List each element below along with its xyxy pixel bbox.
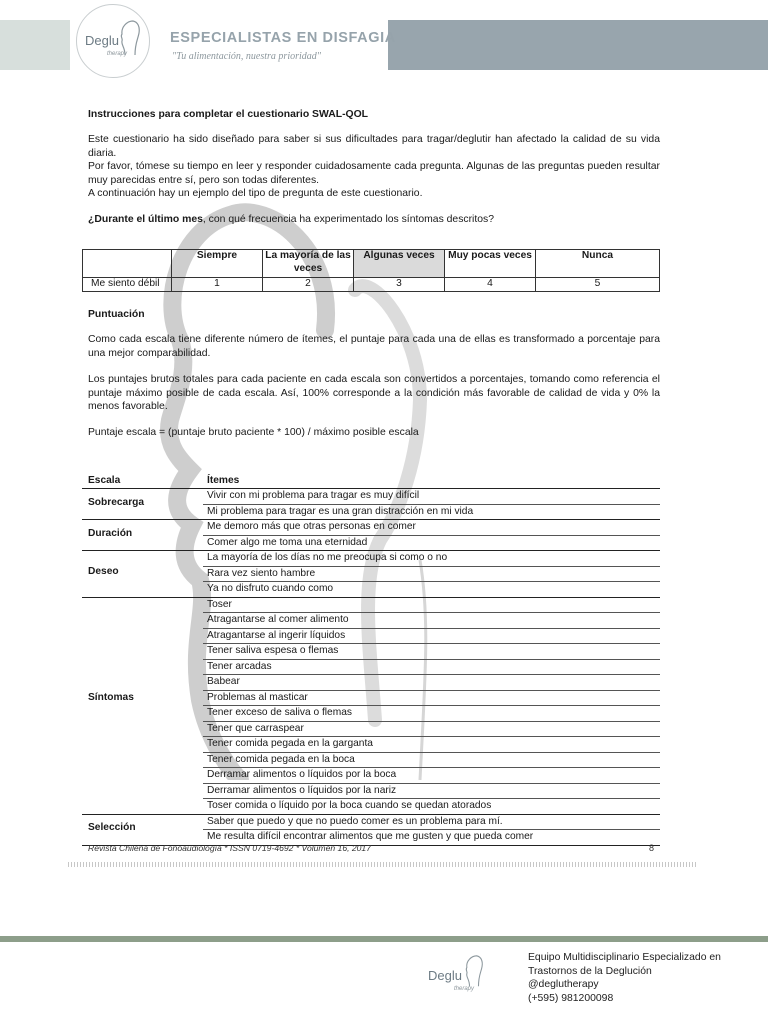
brand-title: ESPECIALISTAS EN DISFAGIA (170, 30, 396, 46)
footer-logo-wordmark: Deglu (428, 968, 462, 983)
item-row: Derramar alimentos o líquidos por la boca (203, 768, 660, 784)
footer-logo (428, 950, 508, 1000)
header-escala: Escala (88, 475, 121, 486)
page-number: 8 (649, 843, 655, 853)
instructions-title: Instrucciones para completar el cuestionario SWAL-QOL (88, 109, 369, 120)
deglu-logo (76, 4, 150, 78)
item-row: Atragantarse al ingerir líquidos (203, 629, 660, 645)
scale-label: Sobrecarga (88, 496, 145, 508)
logo-subtext: therapy (107, 51, 128, 57)
brand-tagline: "Tu alimentación, nuestra prioridad" (172, 51, 321, 62)
question-rest: , con qué frecuencia ha experimentado los síntomas descritos? (202, 214, 495, 226)
scale-group (82, 520, 660, 551)
item-row: Tener arcadas (203, 660, 660, 676)
item-row: Saber que puedo y que no puedo comer es un problema para mí. (203, 815, 660, 831)
value-cell: 5 (536, 278, 660, 292)
instructions-paragraph-1: Este cuestionario ha sido diseñado para saber si sus dificultades para tragar/deglutir han afectado la calidad de su vida diaria. (88, 134, 660, 159)
item-row: Comer algo me toma una eternidad (207, 536, 368, 548)
header-itemes: Ítemes (207, 475, 240, 486)
item-row: Atragantarse al comer alimento (203, 613, 660, 629)
header-mayoria: La mayoría de las veces (263, 250, 354, 278)
instructions-paragraph-2: Por favor, tómese su tiempo en leer y responder cuidadosamente cada pregunta. Algunas de las preguntas pueden resultar muy parecidas entre sí, pero son todas diferentes. (88, 161, 660, 186)
frequency-example-table (82, 249, 660, 292)
scoring-paragraph-2: Los puntajes brutos totales para cada paciente en cada escala son convertidos a porcentajes, tomando como referencia el puntaje máximo posible de cada escala. Así, 100% corresponde a la condición más favorable de calidad de vida y 0% la menos favorable. (88, 374, 660, 413)
header-band-right (388, 20, 768, 70)
scale-label: Duración (88, 527, 133, 539)
items-table (82, 474, 660, 846)
instructions-section (88, 108, 660, 227)
item-row: Ya no disfruto cuando como (207, 583, 334, 594)
header-algunas: Algunas veces (354, 250, 445, 278)
scoring-title: Puntuación (88, 309, 145, 320)
instructions-paragraph-3: A continuación hay un ejemplo del tipo de pregunta de este cuestionario. (88, 188, 423, 200)
item-row: La mayoría de los días no me preocupa si como o no (203, 551, 660, 567)
item-row: Tener saliva espesa o flemas (203, 644, 660, 660)
scale-label: Selección (88, 822, 136, 833)
header-nunca: Nunca (536, 250, 660, 278)
question-emphasis: ¿Durante el último mes (88, 214, 203, 226)
item-row: Mi problema para tragar es una gran distracción en mi vida (207, 505, 474, 517)
hatched-divider (68, 862, 698, 867)
scale-items (203, 520, 660, 550)
scale-group (82, 815, 660, 846)
contact-block (528, 951, 721, 1005)
scale-group (82, 598, 660, 815)
item-row: Tener comida pegada en la boca (203, 753, 660, 769)
item-row: Problemas al masticar (203, 691, 660, 707)
item-row: Rara vez siento hambre (203, 567, 660, 583)
row-label: Me siento débil (83, 278, 172, 292)
scoring-section (88, 308, 660, 440)
value-cell: 4 (445, 278, 536, 292)
item-row: Vivir con mi problema para tragar es muy difícil (203, 489, 660, 505)
footer-head-icon (464, 954, 484, 988)
value-cell: 3 (354, 278, 445, 292)
contact-phone: (+595) 981200098 (528, 992, 614, 1004)
example-question (88, 213, 660, 226)
head-profile-icon (119, 19, 141, 57)
scale-group (82, 551, 660, 598)
footer-logo-subtext: therapy (454, 986, 475, 992)
scale-items (203, 489, 660, 519)
logo-wordmark: Deglu (85, 33, 119, 48)
contact-handle: @deglutherapy (528, 979, 599, 991)
scale-label: Síntomas (88, 692, 134, 703)
scale-items (203, 815, 660, 845)
item-row: Me demoro más que otras personas en comer (203, 520, 660, 536)
item-row: Me resulta difícil encontrar alimentos que me gusten y que pueda comer (207, 831, 534, 842)
scale-label: Deseo (88, 565, 119, 577)
header-band-left (0, 20, 70, 70)
item-row: Tener exceso de saliva o flemas (203, 706, 660, 722)
header-muy-pocas: Muy pocas veces (445, 250, 536, 278)
item-row: Toser (203, 598, 660, 614)
value-cell: 1 (172, 278, 263, 292)
item-row: Tener comida pegada en la garganta (203, 737, 660, 753)
value-cell: 2 (263, 278, 354, 292)
scale-items (203, 598, 660, 814)
items-table-header (82, 474, 660, 489)
scale-group (82, 489, 660, 520)
header-siempre: Siempre (172, 250, 263, 278)
journal-citation: Revista Chilena de Fonoaudiología * ISSN 0719-4692 * Volumen 16, 2017 (88, 843, 371, 853)
contact-line-1: Equipo Multidisciplinario Especializado en (528, 952, 721, 963)
item-row: Toser comida o líquido por la boca cuando se quedan atorados (207, 800, 492, 811)
scoring-paragraph-1: Como cada escala tiene diferente número de ítemes, el puntaje para cada una de ellas es transformado a porcentaje para una mejor comparabilidad. (88, 334, 660, 359)
items-table-body (82, 489, 660, 846)
item-row: Derramar alimentos o líquidos por la nariz (203, 784, 660, 800)
scoring-formula: Puntaje escala = (puntaje bruto paciente * 100) / máximo posible escala (88, 427, 419, 439)
contact-line-2: Trastornos de la Deglución (528, 965, 652, 977)
bottom-divider-bar (0, 936, 768, 942)
item-row: Babear (203, 675, 660, 691)
table-corner-cell (83, 250, 172, 278)
item-row: Tener que carraspear (203, 722, 660, 738)
scale-items (203, 551, 660, 597)
